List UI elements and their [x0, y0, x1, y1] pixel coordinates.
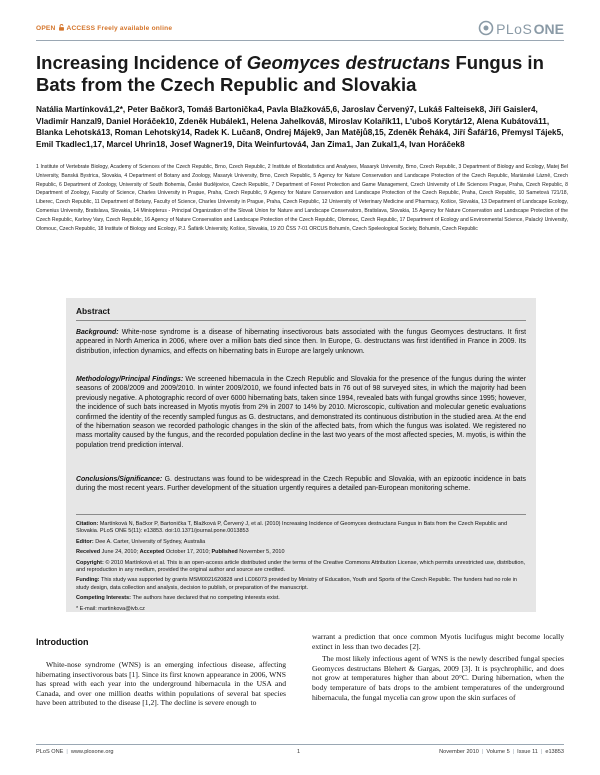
abstract-methods [76, 375, 526, 450]
conclusions-text: G. destructans was found to be widespread in the Czech Republic and Slovakia, with an epizootic incidence in bats during the most recent years. Further development of the situation urgently requires a detailed pan-European monitoring scheme. [76, 476, 526, 493]
affiliations: 1 Institute of Vertebrate Biology, Academy of Sciences of the Czech Republic, Brno, Czech Republic, 2 Institute of Biostatistics and Analyses, Masaryk University, Brno, Czech Republic, 3 Department of Biology and Ecology, Matej Bel University, Banská Bystrica, Slovakia, 4 Department of Botany and Zoology, Masaryk University, Brno, Czech Republic, 5 Agency for Nature Conservation and Landscape Protection of the Czech Republic, Mariánské Lázně, Czech Republic, 6 Department of Zoology, University of South Bohemia, České Budějovice, Czech Republic, 7 Department of Forest Protection and Game Management, Czech University of Life Sciences Prague, Praha, Czech Republic, 8 Department of Zoology, Faculty of Science, Charles University in Prague, Praha, Czech Republic, 9 Agency for Nature Conservation and Landscape Protection of the Czech Republic, Praha, Czech Republic, 10 Sametová 721/18, Liberec, Czech Republic, 11 Department of Botany, Faculty of Science, Charles University in Prague, Praha, Czech Republic, 12 University of Veterinary Medicine and Pharmacy, Košice, Slovakia, 13 Department of Landscape Ecology, Comenius University, Bratislava, Slovakia, 14 Miniopterus - Principal Organization of the Slovak Union for Nature and Landscape Conservators, Bratislava, Slovakia, 15 Agency for Nature Conservation and Landscape Protection of the Czech Republic, Karlovy Vary, Czech Republic, 16 Agency of Nature Conservation and Landscape Protection of the Czech Republic, Olomouc, Czech Republic, 17 Department of Ecology and Environmental Science, Palacký University, Olomouc, Czech Republic, 18 Institute of Biology and Ecology, P.J. Šafárik University, Košice, Slovakia, 19 ZO ČSS 7-01 ORCUS Bohumín, Czech Speleological Society, Bohumín, Czech Republic [36, 164, 568, 232]
methods-label: Methodology/Principal Findings: [76, 376, 184, 383]
contact-email: * E-mail: martinkova@ivb.cz [76, 605, 145, 612]
footer-article-id: e13853 [545, 749, 564, 755]
editor-label: Editor: [76, 538, 94, 545]
abstract-divider [76, 320, 526, 321]
intro-right-paragraph-2: The most likely infectious agent of WNS is the newly described fungal species Geomyces destructans Blehert & Gargas, 2009 [3]. It is psychrophilic, and does not grow at temperatures higher than about 20°C. During hibernation, when the body temperature of bats drops to the ambient temperatures of the underground hibernacula, the fungal mycelia can grow upon the skin surfaces of [312, 654, 564, 702]
title-suffix: Fungus in Bats from the Czech Republic and Slovakia [36, 52, 544, 95]
footer-journal-name: PLoS ONE [36, 749, 64, 755]
copyright-text: © 2010 Martínková et al. This is an open-access article distributed under the terms of the Creative Commons Attribution License, which permits unrestricted use, distribution, and reproduction in any medium, provided the original author and source are credited. [76, 559, 526, 574]
page-number: 1 [297, 749, 301, 755]
title-species: Geomyces destructans [246, 52, 451, 73]
dates [76, 549, 526, 556]
background-text: White-nose syndrome is a disease of hibernating insectivorous bats associated with the fungus Geomyces destructans. It first appeared in North America in 2006, where over a million bats died since then. In Europe, G. destructans was first identified in France in 2009. Its distribution, infection dynamics, and effects on hibernating bats in Europe are largely unknown. [76, 329, 526, 355]
footer-site-link[interactable]: www.plosone.org [70, 749, 114, 755]
competing-text: The authors have declared that no competing interests exist. [131, 595, 280, 602]
published-text: November 5, 2010 [237, 549, 285, 556]
open-lock-icon [58, 24, 65, 31]
abstract-heading: Abstract [76, 306, 110, 316]
competing-interests [76, 595, 526, 602]
received-label: Received [76, 549, 101, 556]
intro-right-paragraph-1: warrant a prediction that once common Myotis lucifugus might become locally extinct in less than two decades [2]. [312, 632, 564, 651]
funding-text: This study was supported by grants MSM0021620828 and LC06073 provided by Ministry of Education, Youth and Sports of the Czech Republic. The funders had no role in study design, data collection and analysis, decision to publish, or preparation of the manuscript. [76, 577, 517, 591]
copyright [76, 560, 526, 575]
author-list: Natália Martínková1,2*, Peter Bačkor3, Tomáš Bartonička4, Pavla Blažková5,6, Jaroslav Červený7, Lukáš Falteisek8, Jiří Gaisler4, Vladimír Hanzal9, Daniel Horáček10, Zdeněk Hubálek1, Helena Jahelková8, Miroslav Kolařík11, L'uboš Korytár12, Alena Kubátová11, Blanka Lehotská13, Roman Lehotský14, Radek K. Lučan8, Ondrej Májek9, Jan Matějů8,15, Zdeněk Řehák4, Jiří Šafář16, Přemysl Tájek5, Emil Tkadlec1,17, Marcel Uhrin18, Josef Wagner19, Dita Weinfurtová4, Jan Zima1, Jan Zukal1,4, Ivan Horáček8 [36, 105, 564, 149]
competing-label: Competing Interests: [76, 595, 132, 602]
plos-one-logo [478, 20, 564, 36]
open-access-suffix: ACCESS [66, 25, 96, 32]
methods-text: We screened hibernacula in the Czech Republic and Slovakia for the presence of the fungus during the winter seasons of 2008/2009 and 2009/2010. In winter 2009/2010, we found infected bats in 76 out of 98 surveyed sites, in which the majority had been previously negative. A photographic record of over 6000 hibernating bats, taken since 1994, revealed bats with fungal growths since 1995; however, the incidence of such bats increased in Myotis myotis from 2% in 2007 to 14% by 2010. Microscopic, cultivation and molecular genetic evaluations confirmed the identity of the recently sampled fungus as G. destructans, and demonstrated its continuous distribution in the studied area. At the end of the hibernation season we recorded pathologic changes in the skin of the affected bats, from which the fungus was isolated. We registered no mass mortality caused by the fungus, and the recorded population decline in the last two years of the most affected species, M. myotis, is within the population trend prediction interval. [76, 376, 526, 449]
funding [76, 577, 526, 592]
footer-divider [36, 744, 564, 745]
footer-journal: PLoS ONE | www.plosone.org [36, 749, 114, 755]
published-label: Published [211, 549, 238, 556]
introduction-left-column: White-nose syndrome (WNS) is an emerging infectious disease, affecting hibernating insectivorous bats [1]. Since its first known appearance in 2006, WNS has spread with each year into the underground hibernacula in the USA and Canada, and over one million deaths within populations of several bat species have been attributed to the disease [1,2]. The decline is severe enough to [36, 660, 286, 708]
citation [76, 521, 526, 536]
copyright-label: Copyright: [76, 559, 104, 566]
plos-logo-mark-icon [478, 20, 494, 36]
citation-text: Martínková N, Bačkor P, Bartonička T, Blažková P, Červený J, et al. (2010) Increasing Incidence of Geomyces destructans Fungus in Bats from the Czech Republic and Slovakia. PLoS ONE 5(11): e13853. doi:10.1371/journal.pone.0013853 [76, 521, 508, 535]
footer-issue-info: November 2010 | Volume 5 | Issue 11 | e13853 [439, 749, 564, 755]
title-prefix: Increasing Incidence of [36, 52, 247, 73]
background-label: Background: [76, 329, 119, 336]
abstract-conclusions [76, 475, 526, 494]
open-access-prefix: OPEN [36, 25, 56, 32]
footer-date: November 2010 [439, 749, 479, 755]
editor-text: Dee A. Carter, University of Sydney, Australia [93, 538, 206, 545]
footer-issue: Issue 11 [517, 749, 538, 755]
received-text: June 24, 2010; [100, 549, 140, 556]
introduction-heading: Introduction [36, 637, 89, 647]
accepted-text: October 17, 2010; [164, 549, 212, 556]
accepted-label: Accepted [139, 549, 165, 556]
open-access-banner [36, 24, 172, 32]
editor [76, 539, 526, 546]
meta-divider [76, 514, 526, 515]
conclusions-label: Conclusions/Significance: [76, 476, 163, 483]
logo-plos-text: PLoS [496, 21, 533, 37]
article-title [36, 52, 564, 96]
footer-volume: Volume 5 [486, 749, 510, 755]
abstract-box [66, 298, 536, 612]
journal-header [36, 22, 564, 40]
introduction-right-column [312, 632, 564, 705]
abstract-background [76, 328, 526, 356]
funding-label: Funding: [76, 577, 100, 584]
citation-label: Citation: [76, 521, 99, 527]
header-divider [36, 40, 564, 41]
freely-available-label: Freely available online [97, 25, 173, 32]
article-metadata [76, 521, 526, 616]
logo-one-text: ONE [533, 21, 564, 37]
